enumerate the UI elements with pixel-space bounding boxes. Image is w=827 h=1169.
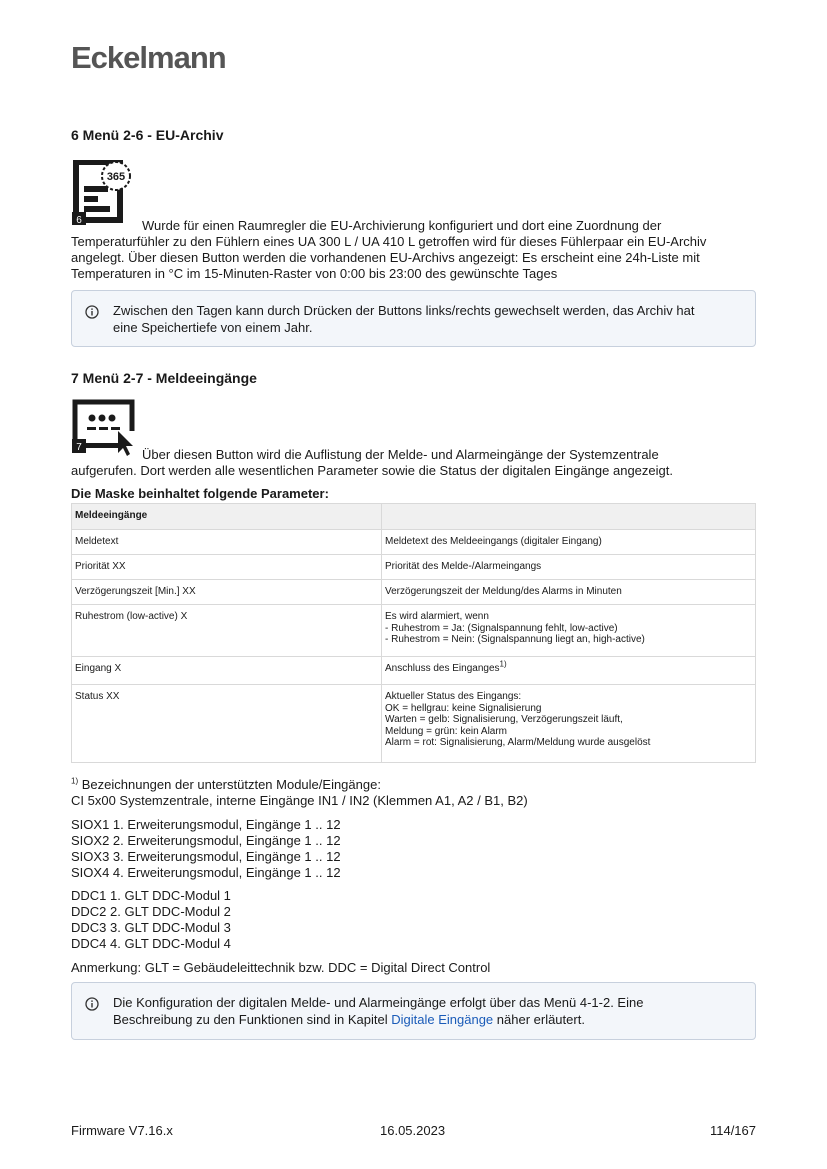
param-name: Verzögerungszeit [Min.] XX xyxy=(72,580,382,605)
info-note-config: Die Konfiguration der digitalen Melde- und Alarmeingänge erfolgt über das Menü 4-1-2. Eine Beschreibung zu den Funktionen sind in Kapitel Digitale Eingänge näher erläutert. xyxy=(71,982,756,1040)
table-row xyxy=(72,685,756,763)
list-item: SIOX3 3. Erweiterungsmodul, Eingänge 1 .. 12 xyxy=(71,849,341,864)
param-desc: Anschluss des Einganges$^{1)}$ xyxy=(382,657,756,685)
section-6-text: Wurde für einen Raumregler die EU-Archivierung konfiguriert und dort eine Zuordnung der Temperaturfühler zu den Fühlern eines UA 300 L / UA 410 L getroffen wird für dieses Fühlerpaar ein EU-Archiv angelegt. Über diesen Button werden die vorhandenen EU-Archivs angezeigt: Es erscheint eine 24h-Liste mit Temperaturen in °C im 15-Minuten-Raster von 0:00 bis 23:00 des gewünschte Tages xyxy=(71,218,707,281)
icon-7-label: 7 xyxy=(76,442,82,453)
remark: Anmerkung: GLT = Gebäudeleittechnik bzw. DDC = Digital Direct Control xyxy=(71,960,491,975)
icon-365-label: 365 xyxy=(106,171,126,183)
section-7-heading: 7 Menü 2-7 - Meldeeingänge xyxy=(71,370,257,386)
parameter-table xyxy=(71,503,756,763)
param-desc: Priorität des Melde-/Alarmeingangs xyxy=(382,555,756,580)
table-row xyxy=(72,530,756,555)
table-row xyxy=(72,605,756,657)
param-name: Status XX xyxy=(72,685,382,763)
table-row xyxy=(72,580,756,605)
list-item: SIOX1 1. Erweiterungsmodul, Eingänge 1 .. 12 xyxy=(71,817,341,832)
section-7-text: Über diesen Button wird die Auflistung der Melde- und Alarmeingänge der Systemzentrale aufgerufen. Dort werden alle wesentlichen Parameter sowie die Status der digitalen Eingänge angezeigt. xyxy=(71,447,673,478)
param-desc: Meldetext des Meldeeingangs (digitaler Eingang) xyxy=(382,530,756,555)
param-desc: Es wird alarmiert, wenn - Ruhestrom = Ja: (Signalspannung fehlt, low-active) - Ruhestrom = Nein: (Signalspannung liegt an, high-active) xyxy=(382,605,756,657)
list-item: DDC1 1. GLT DDC-Modul 1 xyxy=(71,888,231,903)
info-note-archive: Zwischen den Tagen kann durch Drücken der Buttons links/rechts gewechselt werden, das Archiv hat eine Speichertiefe von einem Jahr. xyxy=(71,290,756,347)
param-name: Meldetext xyxy=(72,530,382,555)
ddc-list xyxy=(71,888,231,952)
table-header-cell xyxy=(382,504,756,530)
list-item: DDC4 4. GLT DDC-Modul 4 xyxy=(71,936,231,951)
table-header-row xyxy=(72,504,756,530)
calendar-365-icon xyxy=(72,160,136,226)
table-row xyxy=(72,657,756,685)
table-header-cell: Meldeeingänge xyxy=(72,504,382,530)
info-icon xyxy=(85,305,99,319)
info-icon xyxy=(85,997,99,1011)
param-name: Ruhestrom (low-active) X xyxy=(72,605,382,657)
list-item: DDC2 2. GLT DDC-Modul 2 xyxy=(71,904,231,919)
footer-date: 16.05.2023 xyxy=(380,1123,446,1138)
footer-firmware: Firmware V7.16.x xyxy=(71,1123,173,1138)
param-name: Eingang X xyxy=(72,657,382,685)
section-6-heading: 6 Menü 2-6 - EU-Archiv xyxy=(71,127,224,143)
digitale-eingaenge-link[interactable]: Digitale Eingänge xyxy=(391,1012,494,1027)
list-item: SIOX4 4. Erweiterungsmodul, Eingänge 1 .. 12 xyxy=(71,865,341,880)
param-desc: Verzögerungszeit der Meldung/des Alarms in Minuten xyxy=(382,580,756,605)
param-name: Priorität XX xyxy=(72,555,382,580)
table-intro: Die Maske beinhaltet folgende Parameter: xyxy=(71,486,329,501)
footer-page-number: 114/167 xyxy=(709,1123,756,1138)
table-row xyxy=(72,555,756,580)
icon-6-label: 6 xyxy=(76,215,82,226)
list-item: DDC3 3. GLT DDC-Modul 3 xyxy=(71,920,231,935)
siox-list xyxy=(71,817,341,881)
list-item: SIOX2 2. Erweiterungsmodul, Eingänge 1 .. 12 xyxy=(71,833,341,848)
footnote-block: $^{1)}$ Bezeichnungen der unterstützten Module/Eingänge: CI 5x00 Systemzentrale, interne Eingänge IN1 / IN2 (Klemmen A1, A2 / B1, B2) xyxy=(71,776,528,808)
footnote-ref: 1) xyxy=(499,659,507,669)
eckelmann-logo: Eckelmann xyxy=(71,40,226,75)
footnote-marker: 1) xyxy=(71,776,79,786)
param-desc: Aktueller Status des Eingangs: OK = hellgrau: keine Signalisierung Warten = gelb: Signalisierung, Verzögerungszeit läuft, Meldung = grün: kein Alarm Alarm = rot: Signalisierung, Alarm/Meldung wurde ausgelöst xyxy=(382,685,756,763)
